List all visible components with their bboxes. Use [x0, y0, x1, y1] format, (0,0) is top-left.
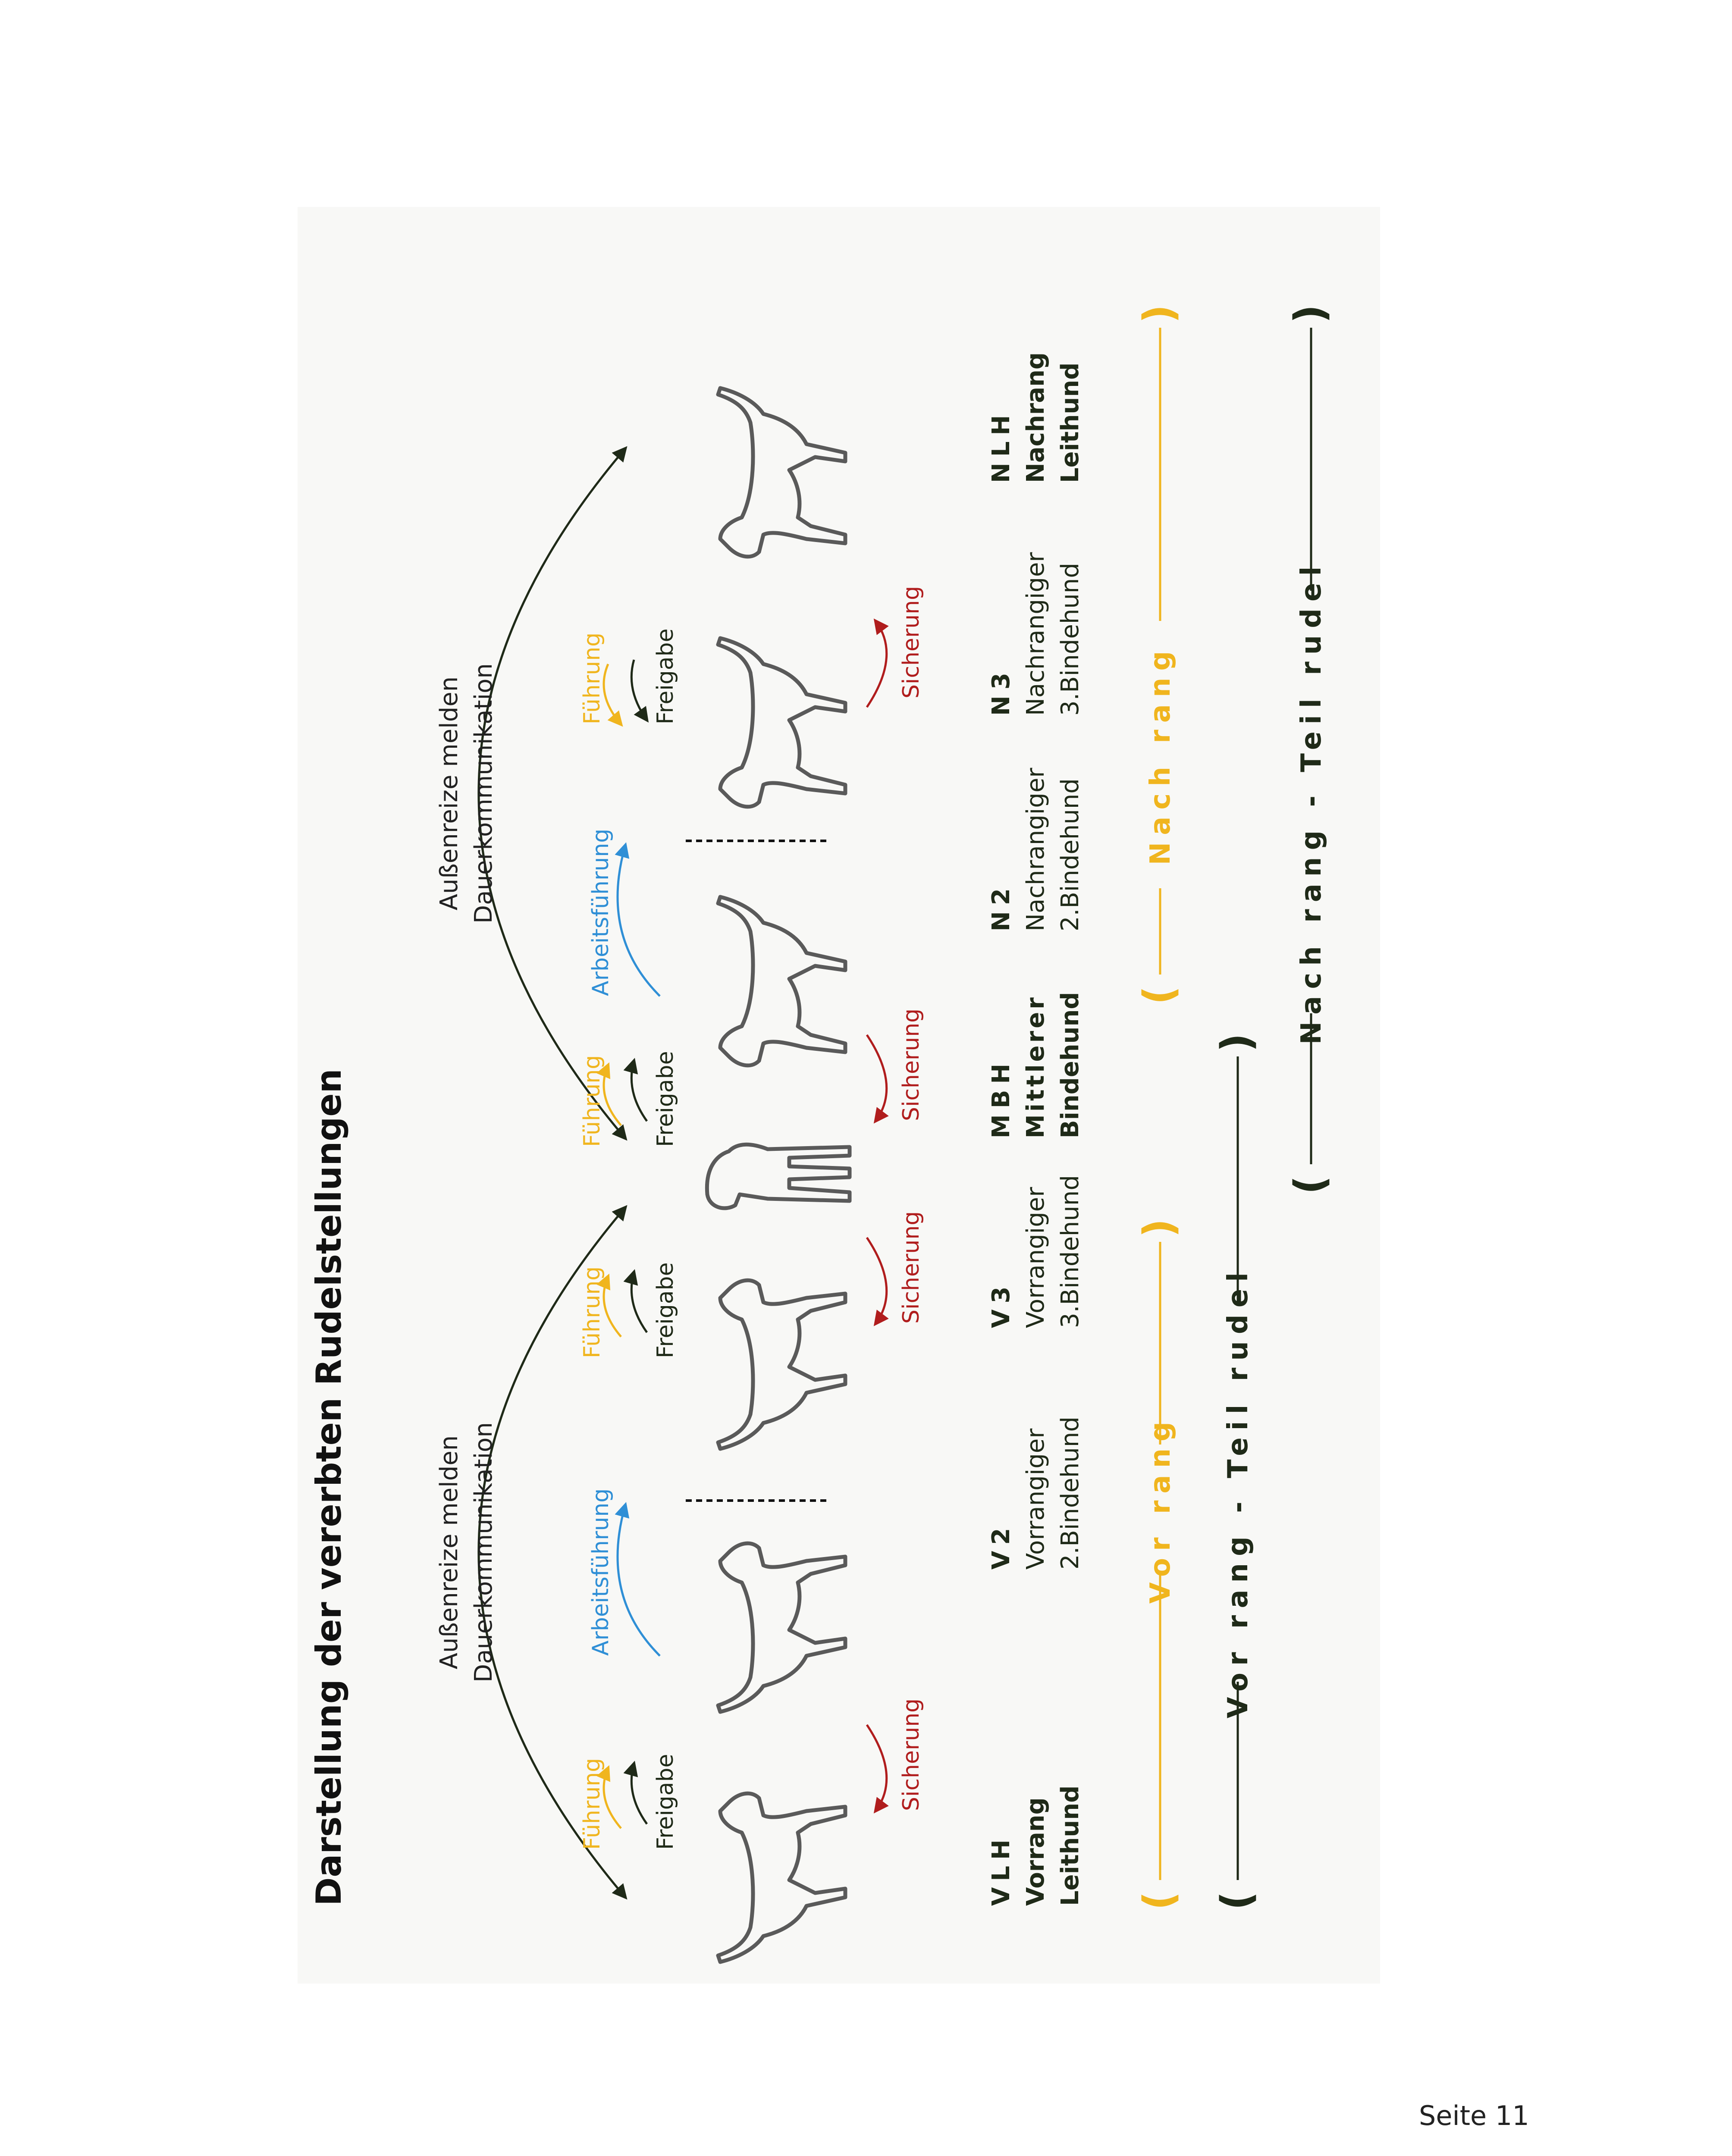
fuehrung-freigabe-vlh [579, 1754, 678, 1850]
label-sicherung: Sicherung [898, 1008, 924, 1121]
position-line1: Nachrangiger [1022, 552, 1050, 716]
sicherung-v3 [867, 1211, 924, 1324]
position-line2: Leithund [1056, 362, 1084, 483]
position-line2: 2.Bindehund [1056, 1416, 1084, 1570]
svg-text:): ) [1212, 1033, 1261, 1052]
svg-text:(: ( [1286, 1175, 1334, 1194]
arbeitsfuehrung-v2 [588, 1489, 660, 1656]
svg-text:(: ( [1212, 1891, 1261, 1910]
dog-n3-icon [718, 638, 845, 807]
label-arbeitsfuehrung: Arbeitsführung [588, 1488, 614, 1656]
dog-mbh-icon [707, 1144, 850, 1208]
arc-right [479, 448, 625, 1138]
label-fuehrung: Führung [579, 1266, 605, 1358]
label-vorrang: Vor rang [1145, 1415, 1177, 1604]
position-v2 [987, 1416, 1084, 1570]
position-v3 [987, 1175, 1084, 1328]
position-line2: Bindehund [1056, 992, 1084, 1138]
position-code: MBH [987, 1057, 1015, 1138]
dog-vlh-icon [718, 1793, 845, 1962]
arc-left-label-2: Dauerkommunikation [470, 1422, 498, 1683]
svg-text:): ) [1286, 304, 1334, 323]
rudelstellungen-diagram [298, 207, 1380, 1984]
label-fuehrung: Führung [579, 1758, 605, 1850]
rotated-content [309, 304, 1334, 1962]
label-freigabe: Freigabe [653, 1262, 678, 1358]
svg-text:): ) [1135, 1219, 1183, 1238]
svg-text:): ) [1135, 304, 1183, 323]
position-line1: Mittlerer [1022, 995, 1050, 1138]
position-nlh [987, 352, 1084, 483]
label-freigabe: Freigabe [653, 1051, 678, 1147]
position-line2: 3.Bindehund [1056, 1175, 1084, 1328]
position-mbh [987, 992, 1084, 1139]
fuehrung-freigabe-mbh [579, 1051, 678, 1147]
position-code: V2 [987, 1522, 1015, 1570]
diagram-figure [298, 207, 1380, 1984]
position-code: NLH [987, 409, 1015, 483]
bracket-nachrang [1135, 304, 1183, 1005]
dog-n2-icon [718, 897, 845, 1065]
label-sicherung: Sicherung [898, 586, 924, 699]
svg-text:(: ( [1135, 1891, 1183, 1910]
position-line1: Vorrangiger [1022, 1428, 1050, 1570]
arc-right-label-2: Dauerkommunikation [470, 663, 498, 924]
label-nachrang: Nach rang [1145, 644, 1177, 865]
label-freigabe: Freigabe [653, 1754, 678, 1850]
label-freigabe: Freigabe [653, 628, 678, 724]
label-sicherung: Sicherung [898, 1698, 924, 1811]
label-vorrang-teilrudel: Vor rang - Teil rudel [1222, 1265, 1254, 1719]
dog-nlh-icon [718, 388, 845, 557]
position-line1: Vorrang [1022, 1797, 1050, 1906]
position-code: N3 [987, 667, 1015, 716]
dog-v2-icon [718, 1543, 845, 1712]
position-n3 [987, 552, 1084, 716]
arc-right-label-1: Außenreize melden [435, 676, 463, 911]
sicherung-vlh [867, 1698, 924, 1811]
fuehrung-freigabe-n3 [579, 628, 678, 724]
label-fuehrung: Führung [579, 1055, 605, 1147]
svg-text:(: ( [1135, 986, 1183, 1005]
position-code: V3 [987, 1280, 1015, 1328]
sicherung-n3 [867, 586, 924, 707]
position-code: N2 [987, 882, 1015, 931]
arbeitsfuehrung-n2 [588, 829, 660, 996]
label-arbeitsfuehrung: Arbeitsführung [588, 828, 614, 996]
dog-v3-icon [718, 1280, 845, 1449]
position-line1: Vorrangiger [1022, 1187, 1050, 1328]
arc-left-label-1: Außenreize melden [435, 1435, 463, 1670]
bracket-vorrang-teilrudel [1212, 1033, 1261, 1910]
position-n2 [987, 768, 1084, 931]
position-line2: 3.Bindehund [1056, 563, 1084, 716]
position-code: VLH [987, 1833, 1015, 1906]
bracket-vorrang [1135, 1219, 1183, 1910]
position-line2: Leithund [1056, 1785, 1084, 1906]
sicherung-mbh [867, 1009, 924, 1121]
diagram-title: Darstellung der vererbten Rudelstellungen [309, 1069, 349, 1906]
label-nachrang-teilrudel: Nach rang - Teil rudel [1296, 559, 1327, 1045]
position-vlh [987, 1786, 1084, 1906]
page-number: Seite 11 [1419, 2100, 1529, 2131]
label-sicherung: Sicherung [898, 1211, 924, 1324]
position-line1: Nachrangiger [1022, 768, 1050, 931]
bracket-nachrang-teilrudel [1286, 304, 1334, 1194]
fuehrung-freigabe-v3 [579, 1262, 678, 1358]
position-line2: 2.Bindehund [1056, 778, 1084, 931]
position-line1: Nachrang [1022, 352, 1050, 483]
label-fuehrung: Führung [579, 632, 605, 724]
